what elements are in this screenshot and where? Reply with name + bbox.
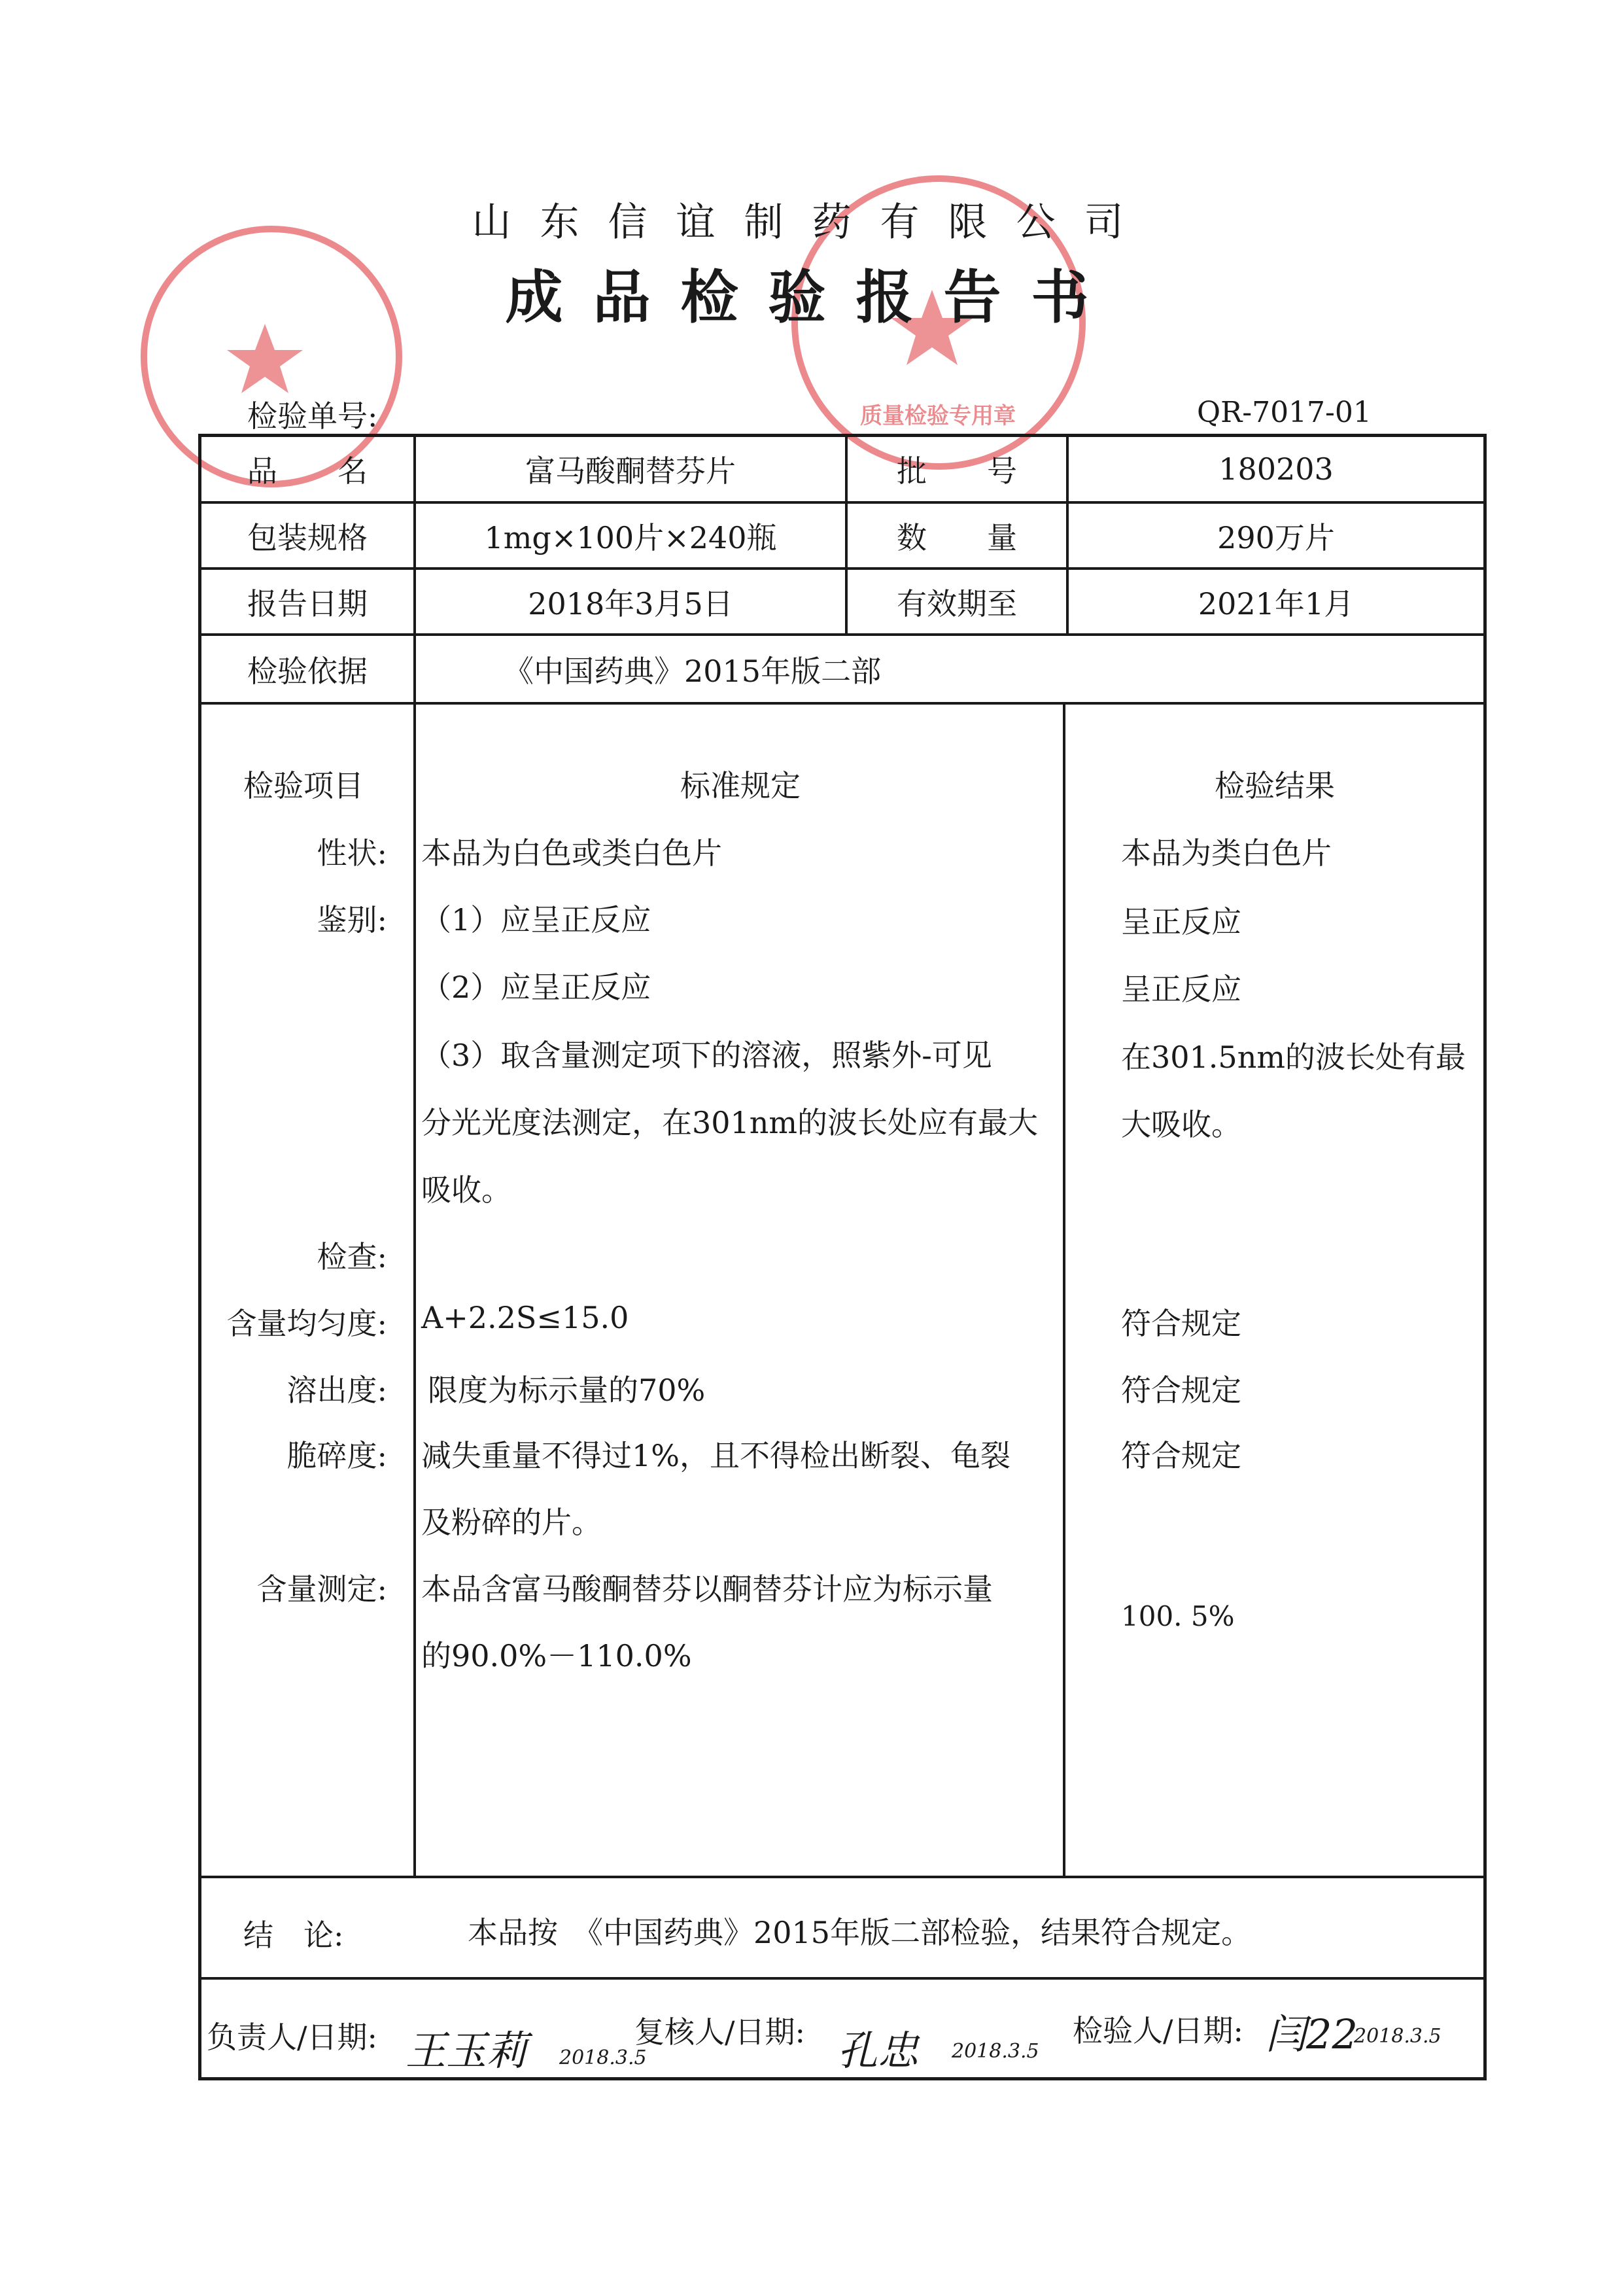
identification-1-result: 呈正反应: [1121, 904, 1241, 939]
document-title: 成品检验报告书: [505, 263, 1119, 331]
identification-2-standard: （2）应呈正反应: [421, 970, 651, 1005]
package-spec-label: 包装规格: [247, 519, 368, 555]
conclusion-label: 结 论:: [243, 1918, 344, 1953]
batch-value: 180203: [1218, 451, 1334, 487]
row-divider: [198, 702, 1487, 705]
basis-label: 检验依据: [247, 653, 368, 689]
reviewer-label: 复核人/日期:: [634, 2014, 805, 2050]
identification-3-result-line2: 大吸收。: [1121, 1107, 1241, 1142]
item-column-header: 检验项目: [243, 768, 364, 803]
quantity-label: 数 量: [897, 519, 1017, 555]
assay-label: 含量测定:: [256, 1571, 387, 1607]
appearance-result: 本品为类白色片: [1121, 835, 1332, 871]
friability-result: 符合规定: [1121, 1438, 1241, 1473]
row-divider: [198, 1876, 1487, 1878]
responsible-signature: 王玉莉: [406, 2027, 528, 2075]
uniformity-result: 符合规定: [1121, 1306, 1241, 1341]
identification-3-result-line1: 在301.5nm的波长处有最: [1121, 1040, 1466, 1075]
reviewer-signature: 孔忠: [837, 2027, 919, 2075]
uniformity-standard: A+2.2S≤15.0: [421, 1300, 629, 1335]
company-name: 山东信谊制药有限公司: [472, 200, 1152, 245]
seal-caption: 质量检验专用章: [860, 403, 1016, 429]
responsible-label: 负责人/日期:: [207, 2020, 377, 2055]
identification-1-standard: （1）应呈正反应: [421, 902, 651, 937]
inspection-number-label: 检验单号:: [247, 398, 378, 434]
dissolution-standard: 限度为标示量的70%: [428, 1373, 706, 1408]
friability-standard-line2: 及粉碎的片。: [421, 1505, 602, 1540]
product-name-value: 富马酸酮替芬片: [525, 453, 736, 489]
friability-label: 脆碎度:: [286, 1438, 387, 1473]
assay-standard-line2: 的90.0%－110.0%: [421, 1638, 692, 1673]
responsible-date: 2018.3.5: [559, 2046, 647, 2069]
expiry-label: 有效期至: [897, 586, 1017, 622]
report-date-label: 报告日期: [247, 586, 368, 622]
expiry-value: 2021年1月: [1198, 586, 1355, 622]
assay-result: 100. 5%: [1121, 1600, 1235, 1632]
check-label: 检查:: [317, 1239, 387, 1274]
dissolution-result: 符合规定: [1121, 1373, 1241, 1408]
assay-standard-line1: 本品含富马酸酮替芬以酮替芬计应为标示量: [421, 1571, 993, 1607]
row-divider: [198, 1977, 1487, 1980]
quantity-value: 290万片: [1217, 519, 1335, 555]
col-divider: [1063, 702, 1065, 1877]
result-column-header: 检验结果: [1215, 768, 1335, 803]
standard-column-header: 标准规定: [680, 768, 801, 803]
identification-3-standard-line3: 吸收。: [421, 1172, 511, 1208]
inspector-signature: 闫22: [1266, 2010, 1358, 2058]
appearance-label: 性状:: [317, 835, 387, 871]
inspector-date: 2018.3.5: [1354, 2025, 1442, 2048]
batch-label: 批 号: [897, 453, 1017, 489]
friability-standard-line1: 减失重量不得过1%，且不得检出断裂、龟裂: [421, 1438, 1011, 1473]
identification-3-standard-line2: 分光光度法测定，在301nm的波长处应有最大: [421, 1105, 1039, 1140]
identification-3-standard-line1: （3）取含量测定项下的溶液，照紫外-可见: [421, 1038, 992, 1073]
basis-value: 《中国药典》2015年版二部: [504, 653, 882, 689]
inspector-label: 检验人/日期:: [1073, 2013, 1243, 2048]
identification-2-result: 呈正反应: [1121, 972, 1241, 1007]
package-spec-value: 1mg×100片×240瓶: [484, 519, 777, 555]
form-code: QR-7017-01: [1197, 396, 1372, 429]
content-uniformity-label: 含量均匀度:: [226, 1306, 387, 1341]
report-date-value: 2018年3月5日: [528, 586, 733, 622]
reviewer-date: 2018.3.5: [952, 2040, 1039, 2063]
identification-label: 鉴别:: [317, 902, 387, 937]
appearance-standard: 本品为白色或类白色片: [421, 835, 722, 871]
col-divider: [413, 434, 416, 1877]
conclusion-text: 本品按 《中国药典》2015年版二部检验，结果符合规定。: [468, 1915, 1252, 1950]
product-name-label: 品 名: [247, 453, 368, 489]
dissolution-label: 溶出度:: [286, 1373, 387, 1408]
